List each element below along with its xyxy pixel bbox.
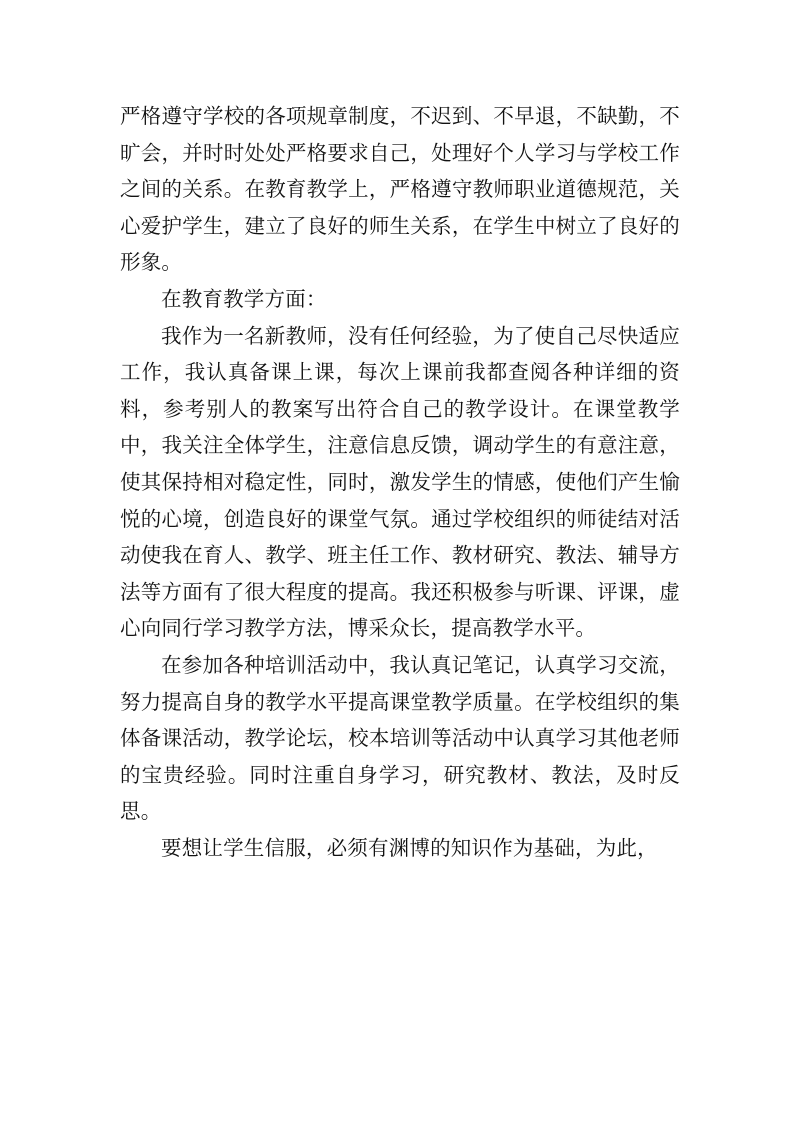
paragraph-knowledge: 要想让学生信服，必须有渊博的知识作为基础，为此， xyxy=(161,835,658,860)
document-body xyxy=(120,98,680,866)
paragraph-training: 在参加各种培训活动中，我认真记笔记，认真学习交流，努力提高自身的教学水平提高课堂教学质量。在学校组织的集体备课活动，教学论坛，校本培训等活动中认真学习其他老师的宝贵经验。同时注重自身学习，研究教材、教法，及时反思。 xyxy=(120,652,680,824)
paragraph-new-teacher: 我作为一名新教师，没有任何经验，为了使自己尽快适应工作，我认真备课上课，每次上课前我都查阅各种详细的资料，参考别人的教案写出符合自己的教学设计。在课堂教学中，我关注全体学生，注意信息反馈，调动学生的有意注意，使其保持相对稳定性，同时，激发学生的情感，使他们产生愉悦的心境，创造良好的课堂气氛。通过学校组织的师徒结对活动使我在育人、教学、班主任工作、教材研究、教法、辅导方法等方面有了很大程度的提高。我还积极参与听课、评课，虚心向同行学习教学方法，博采众长，提高教学水平。 xyxy=(120,323,680,641)
paragraph-rules: 严格遵守学校的各项规章制度，不迟到、不早退，不缺勤，不旷会，并时时处处严格要求自己，处理好个人学习与学校工作之间的关系。在教育教学上，严格遵守教师职业道德规范，关心爱护学生，建立了良好的师生关系，在学生中树立了良好的形象。 xyxy=(120,104,680,275)
paragraph-teaching-heading: 在教育教学方面： xyxy=(161,286,327,311)
